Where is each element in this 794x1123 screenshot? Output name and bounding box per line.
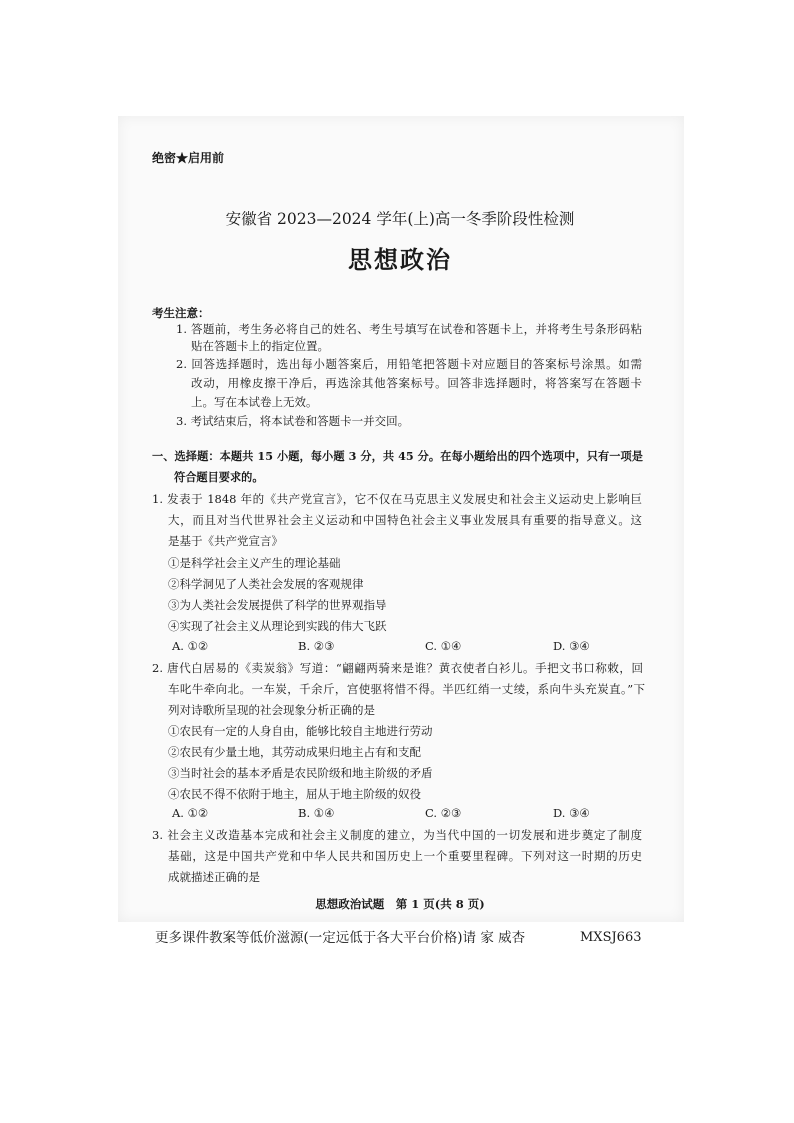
- question-item: ②科学洞见了人类社会发展的客观规律: [168, 577, 364, 591]
- option-c: C. ②③: [425, 806, 462, 820]
- page-footer: 思想政治试题 第 1 页(共 8 页): [315, 897, 485, 911]
- notice-line: 上。写在本试卷上无效。: [191, 395, 318, 409]
- exam-title: 安徽省 2023—2024 学年(上)高一冬季阶段性检测: [225, 210, 575, 228]
- notice-heading: 考生注意：: [152, 306, 210, 320]
- question-stem: 3. 社会主义改造基本完成和社会主义制度的建立，为当代中国的一切发展和进步奠定了制度: [152, 828, 642, 842]
- question-stem: 2. 唐代白居易的《卖炭翁》写道：“翩翩两骑来是谁？黄衣使者白衫儿。手把文书口称敕，回: [152, 661, 643, 675]
- notice-line: 2. 回答选择题时，选出每小题答案后，用铅笔把答题卡对应题目的答案标号涂黑。如需: [176, 357, 642, 371]
- question-item: ①农民有一定的人身自由，能够比较自主地进行劳动: [168, 724, 433, 738]
- question-stem: 基础，这是中国共产党和中华人民共和国历史上一个重要里程碑。下列对这一时期的历史: [168, 849, 642, 863]
- confidential-label: 绝密★启用前: [152, 151, 225, 165]
- option-b: B. ②③: [298, 639, 335, 653]
- question-item: ①是科学社会主义产生的理论基础: [168, 556, 341, 570]
- option-d: D. ③④: [553, 806, 590, 820]
- subject-title: 思想政治: [348, 245, 452, 274]
- option-d: D. ③④: [553, 639, 590, 653]
- question-stem: 1. 发表于 1848 年的《共产党宣言》，它不仅在马克思主义发展史和社会主义运动史上影响巨: [152, 492, 642, 506]
- notice-line: 贴在答题卡上的指定位置。: [191, 339, 329, 353]
- notice-line: 3. 考试结束后，将本试卷和答题卡一并交回。: [176, 414, 410, 428]
- question-item: ③为人类社会发展提供了科学的世界观指导: [168, 598, 387, 612]
- option-a: A. ①②: [172, 806, 209, 820]
- notice-line: 1. 答题前，考生务必将自己的姓名、考生号填写在试卷和答题卡上，并将考生号条形码粘: [176, 322, 642, 336]
- question-stem: 是基于《共产党宣言》: [168, 534, 283, 548]
- question-stem: 车叱牛牵向北。一车炭，千余斤，宫使驱将惜不得。半匹红绡一丈绫，系向牛头充炭直。”下: [168, 682, 645, 696]
- question-item: ④实现了社会主义从理论到实践的伟大飞跃: [168, 619, 387, 633]
- option-c: C. ①④: [425, 639, 462, 653]
- document-code: MXSJ663: [580, 930, 642, 945]
- bottom-note: 更多课件教案等低价滋源(一定远低于各大平台价格)请 家 威杏: [155, 930, 526, 946]
- question-item: ③当时社会的基本矛盾是农民阶级和地主阶级的矛盾: [168, 766, 433, 780]
- question-stem: 大，而且对当代世界社会主义运动和中国特色社会主义事业发展具有重要的指导意义。这: [168, 513, 642, 527]
- question-item: ④农民不得不依附于地主，屈从于地主阶级的奴役: [168, 787, 421, 801]
- question-stem: 成就描述正确的是: [168, 870, 260, 884]
- option-b: B. ①④: [298, 806, 335, 820]
- section-heading: 符合题目要求的。: [174, 470, 264, 484]
- question-item: ②农民有少量土地，其劳动成果归地主占有和支配: [168, 745, 421, 759]
- section-heading: 一、选择题：本题共 15 小题，每小题 3 分，共 45 分。在每小题给出的四个选项中，只有一项是: [152, 449, 643, 463]
- notice-line: 改动，用橡皮擦干净后，再选涂其他答案标号。回答非选择题时，将答案写在答题卡: [191, 376, 642, 390]
- option-a: A. ①②: [172, 639, 209, 653]
- question-stem: 列对诗歌所呈现的社会现象分析正确的是: [168, 703, 375, 717]
